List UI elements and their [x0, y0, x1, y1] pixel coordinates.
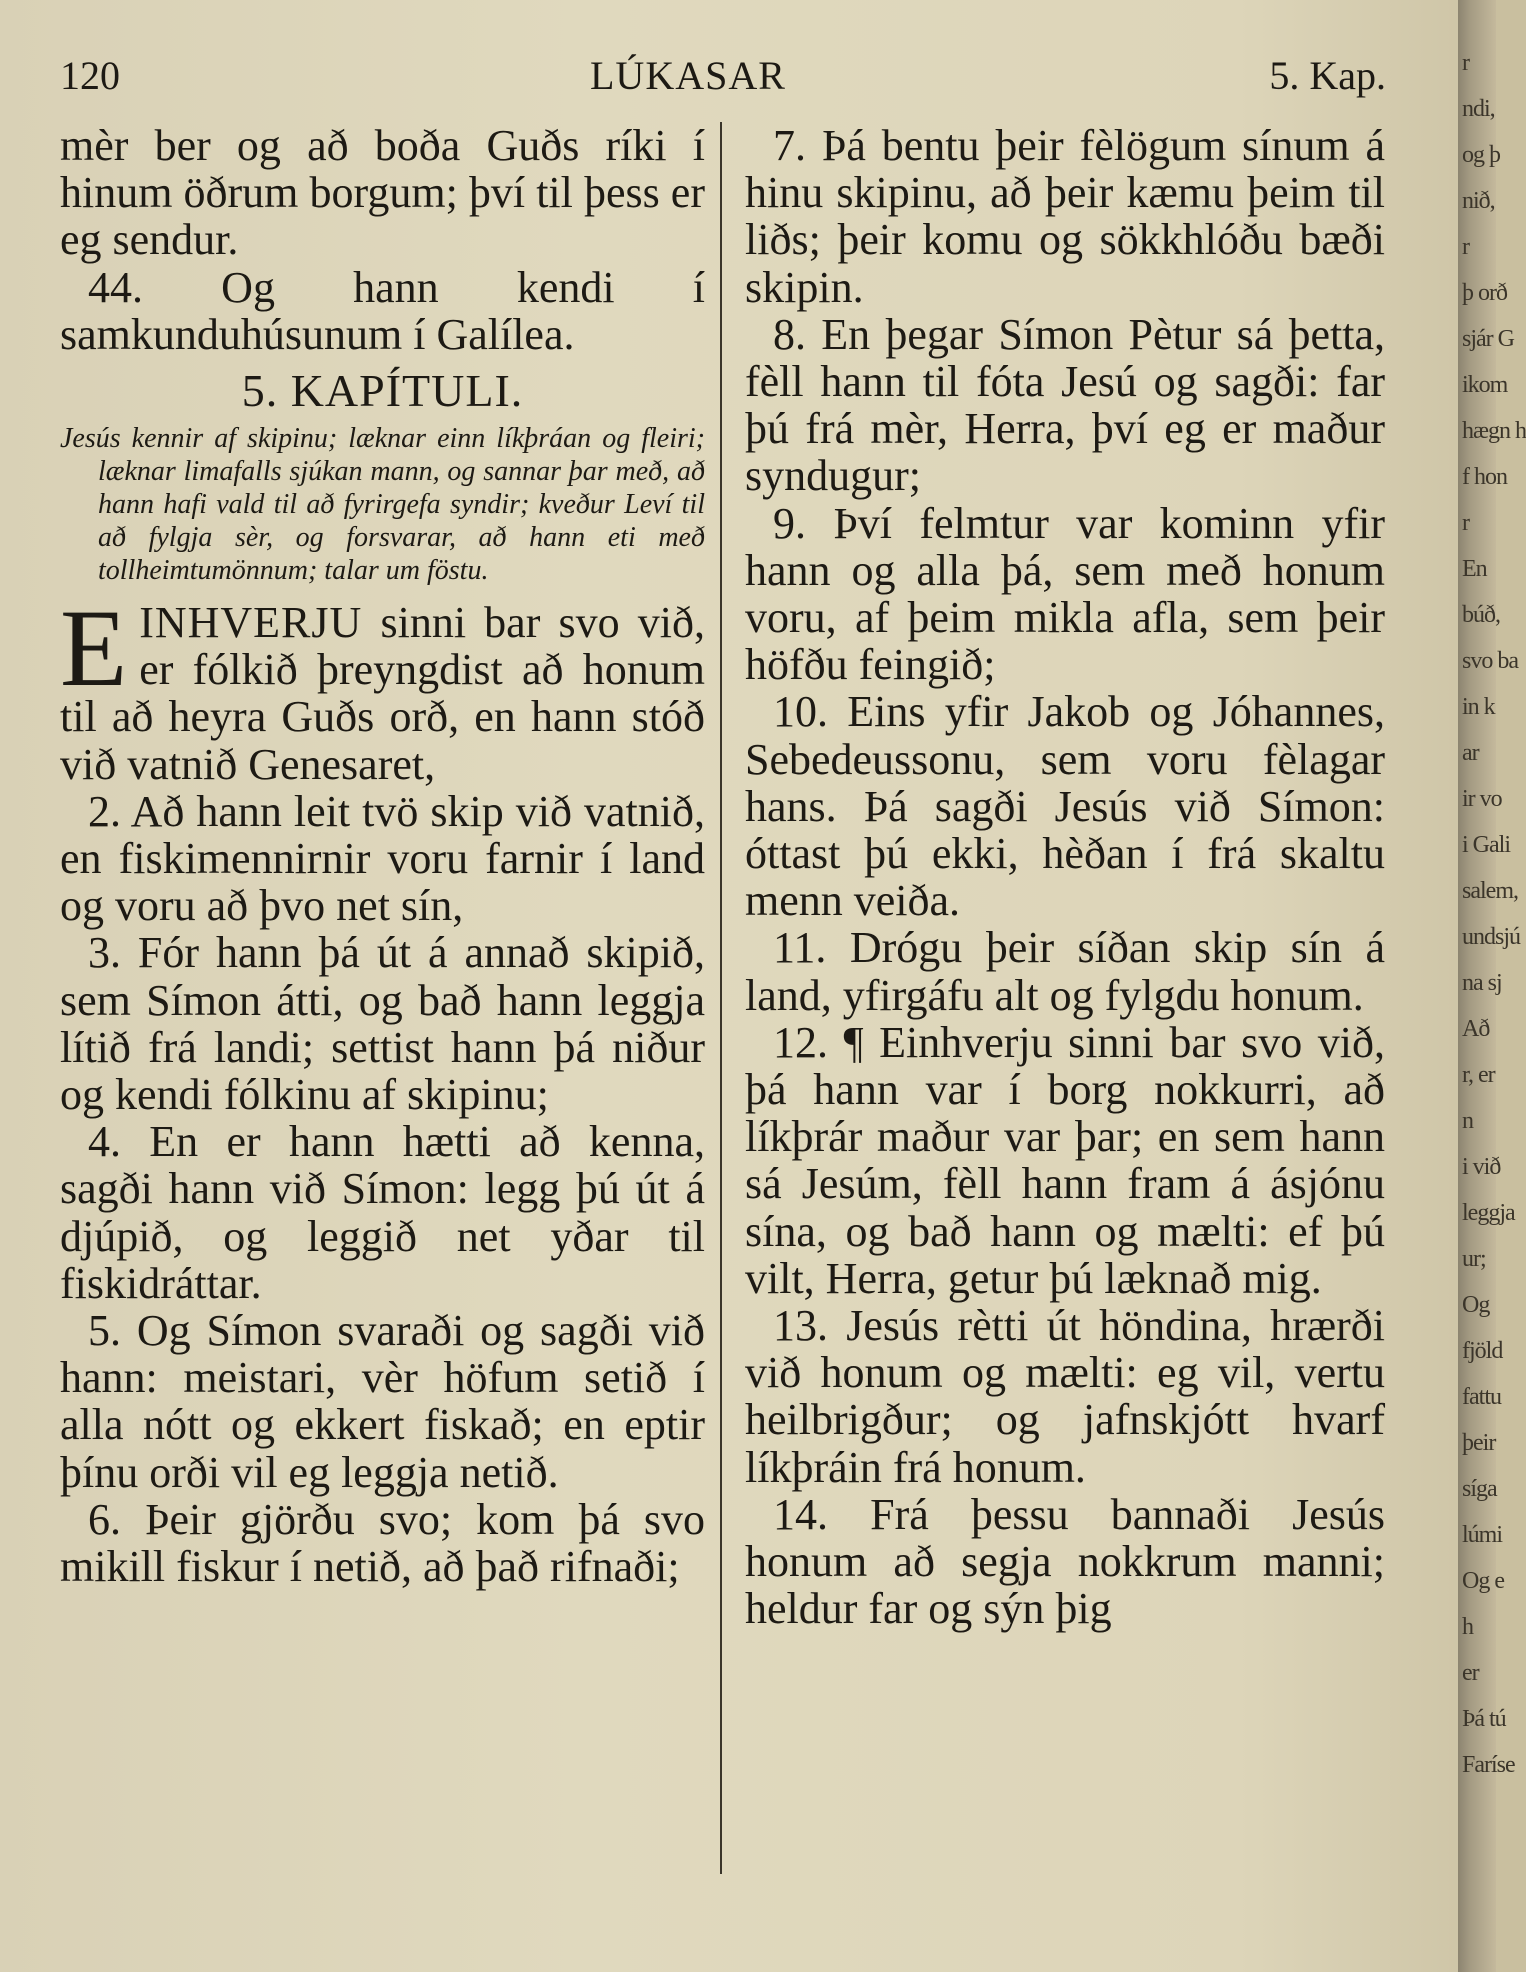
- verse-14: 14. Frá þessu bannaði Jesús honum að segja nokkrum manni; heldur far og sýn þig: [745, 1489, 1385, 1634]
- right-column: [745, 122, 1385, 1633]
- opening-caps: INHVERJU: [139, 598, 363, 648]
- drop-cap: E: [60, 587, 128, 710]
- verse-11: 11. Drógu þeir síðan skip sín á land, yfirgáfu alt og fylgdu honum.: [745, 923, 1385, 1020]
- verse-2: 2. Að hann leit tvö skip við vatnið, en fiskimennirnir voru farnir í land og voru að þvo net sín,: [60, 786, 705, 931]
- column-divider: [720, 122, 722, 1874]
- verse-10: 10. Eins yfir Jakob og Jóhannes, Sebedeussonu, sem voru fèlagar hans. Þá sagði Jesús við Símon: óttast þú ekki, hèðan í frá skaltu menn veiða.: [745, 687, 1385, 926]
- verse-13: 13. Jesús rètti út höndina, hrærði við honum og mælti: eg vil, vertu heilbrigður; og jafnskjótt hvarf líkþráin frá honum.: [745, 1301, 1385, 1492]
- verse-5: 5. Og Símon svaraði og sagði við hann: meistari, vèr höfum setið í alla nótt og ekkert fiskað; en eptir þínu orði vil eg leggja netið.: [60, 1306, 705, 1497]
- verse-continuation: mèr ber og að boða Guðs ríki í hinum öðrum borgum; því til þess er eg sendur.: [60, 121, 705, 265]
- verse-1-text: sinni bar svo við, er fólkið þreyngdist að honum til að heyra Guðs orð, en hann stóð við vatnið Genesaret,: [60, 598, 706, 789]
- verse-6: 6. Þeir gjörðu svo; kom þá svo mikill fiskur í netið, að það rifnaði;: [60, 1494, 705, 1592]
- page-number: 120: [60, 53, 120, 98]
- verse-3: 3. Fór hann þá út á annað skipið, sem Símon átti, og bað hann leggja lítið frá landi; settist hann þá niður og kendi fólkinu af skipinu;: [60, 928, 705, 1120]
- verse-9: 9. Því felmtur var kominn yfir hann og alla þá, sem með honum voru, af þeim mikla afla, sem þeir höfðu feingið;: [745, 498, 1385, 690]
- next-page-edge-text: r ndi, og þ nið, r þ orð sjár G ikom hægn h f hon r En búð, svo ba in k ar ir vo i Gali salem, undsjú na sj Að r, er n i við leggja ur; Og fjöld fattu þeir síga lúmi Og e h er Þá tú Faríse: [1462, 50, 1526, 1778]
- verse-1: [60, 587, 706, 789]
- next-page-edge: [1458, 0, 1526, 1972]
- verse-12: 12. ¶ Einhverju sinni bar svo við, þá hann var í borg nokkurri, að líkþrár maður var þar; en sem hann sá Jesúm, fèll hann fram á ásjónu sína, og bað hann og mælti: ef þú vilt, Herra, getur þú læknað mig.: [745, 1017, 1385, 1303]
- chapter-heading: 5. KAPÍTULI.: [241, 365, 524, 417]
- verse-4: 4. En er hann hætti að kenna, sagði hann við Símon: legg þú út á djúpið, og leggið net yðar til fiskidráttar.: [60, 1117, 705, 1308]
- chapter-reference: 5. Kap.: [1269, 53, 1386, 98]
- verse-7: 7. Þá bentu þeir fèlögum sínum á hinu skipinu, að þeir kæmu þeim til liðs; þeir komu og sökkhlóðu bæði skipin.: [745, 121, 1385, 312]
- verse-8: 8. En þegar Símon Pètur sá þetta, fèll hann til fóta Jesú og sagði: far þú frá mèr, Herra, því eg er maður syndugur;: [745, 309, 1385, 501]
- left-column: [60, 122, 705, 1590]
- verse-44: 44. Og hann kendi í samkunduhúsunum í Galílea.: [60, 262, 705, 359]
- chapter-summary: Jesús kennir af skipinu; læknar einn líkþráan og fleiri; læknar limafalls sjúkan mann, og sannar þar með, að hann hafi vald til að fyrirgefa syndir; kveður Leví til að fylgja sèr, og forsvarar, að hann eti með tollheimtumönnum; talar um föstu.: [60, 423, 705, 587]
- running-title: LÚKASAR: [590, 53, 786, 98]
